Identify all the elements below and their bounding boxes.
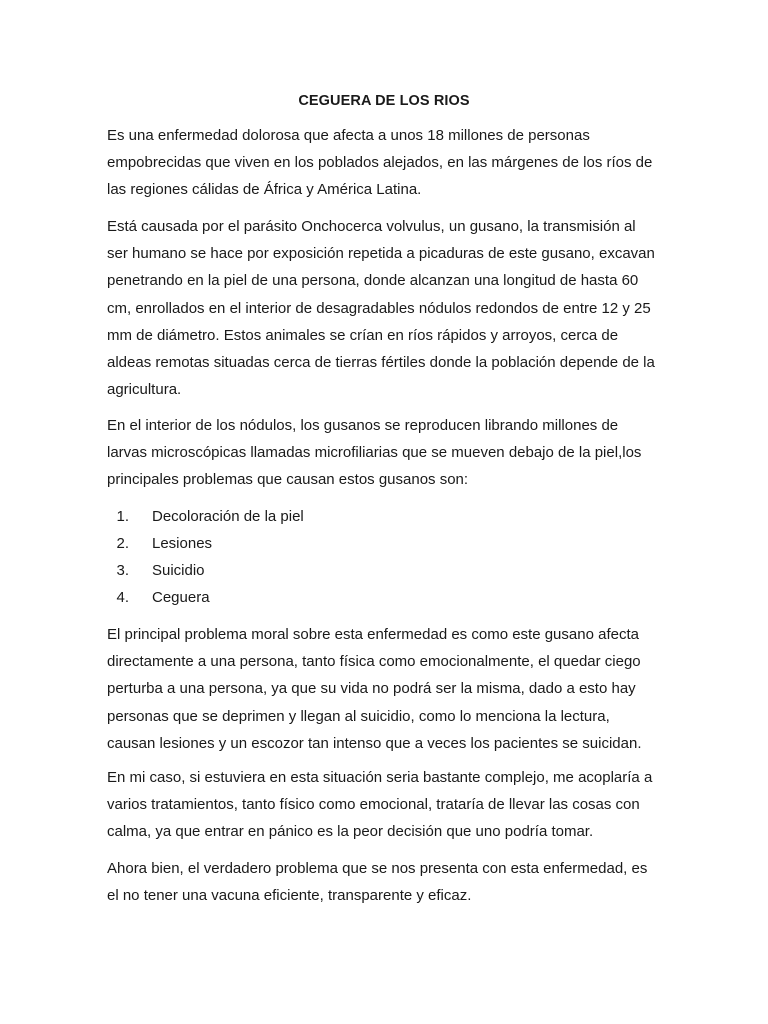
list-item [107,503,667,530]
list-item [107,557,667,584]
text-line: personas que se deprimen y llegan al suicidio, como lo menciona la lectura, [107,707,610,725]
text-line: principales problemas que causan estos gusanos son: [107,471,469,489]
text-line: directamente a una persona, tanto física como emocionalmente, el quedar ciego [107,653,641,671]
text-line: las regiones cálidas de África y América Latina. [107,181,422,199]
list-text: Ceguera [152,589,210,606]
list-item [107,584,667,611]
list-text: Decoloración de la piel [152,508,304,525]
paragraph-intro [107,122,677,204]
list-number: 3. [116,562,129,579]
text-line: penetrando en la piel de una persona, donde alcanzan una longitud de hasta 60 [107,272,639,290]
text-line: ser humano se hace por exposición repetida a picaduras de este gusano, excavan [107,245,655,263]
text-line: En mi caso, si estuviera en esta situación seria bastante complejo, me acoplaría a [107,769,653,786]
text-line: larvas microscópicas llamadas microfiliarias que se mueven debajo de la piel,los [107,444,642,462]
text-line: Está causada por el parásito Onchocerca volvulus, un gusano, la transmisión al [107,218,636,235]
text-line: aldeas remotas situadas cerca de tierras fértiles donde la población depende de la [107,354,655,372]
list-number: 2. [116,535,129,552]
text-line: calma, ya que entrar en pánico es la peor decisión que uno podría tomar. [107,823,594,841]
list-number: 4. [116,589,129,606]
text-line: Es una enfermedad dolorosa que afecta a unos 18 millones de personas [107,127,590,144]
list-number: 1. [116,508,129,525]
list-text: Lesiones [152,535,213,552]
text-line: mm de diámetro. Estos animales se crían en ríos rápidos y arroyos, cerca de [107,326,619,344]
paragraph-personal-case [107,764,677,846]
text-line: empobrecidas que viven en los poblados alejados, en las márgenes de los ríos de [107,154,653,172]
text-line: cm, enrollados en el interior de desagradables nódulos redondos de entre 12 y 25 [107,299,651,317]
paragraph-nodules [107,412,677,494]
text-line: El principal problema moral sobre esta enfermedad es como este gusano afecta [107,626,639,643]
text-line: agricultura. [107,381,182,399]
problems-list [107,503,667,611]
text-line: En el interior de los nódulos, los gusanos se reproducen librando millones de [107,417,619,434]
text-line: Ahora bien, el verdadero problema que se nos presenta con esta enfermedad, es [107,860,648,877]
document-title: CEGUERA DE LOS RIOS [298,93,470,109]
list-text: Suicidio [152,562,205,579]
text-line: causan lesiones y un escozor tan intenso que a veces los pacientes se suicidan. [107,734,642,752]
text-line: varios tratamientos, tanto físico como emocional, trataría de llevar las cosas con [107,796,640,814]
list-item [107,530,667,557]
text-line: perturba a una persona, ya que su vida no podrá ser la misma, dado a esto hay [107,680,636,698]
paragraph-conclusion [107,855,677,909]
text-line: el no tener una vacuna eficiente, transparente y eficaz. [107,887,472,905]
paragraph-moral-problem [107,621,677,757]
paragraph-cause [107,213,677,403]
